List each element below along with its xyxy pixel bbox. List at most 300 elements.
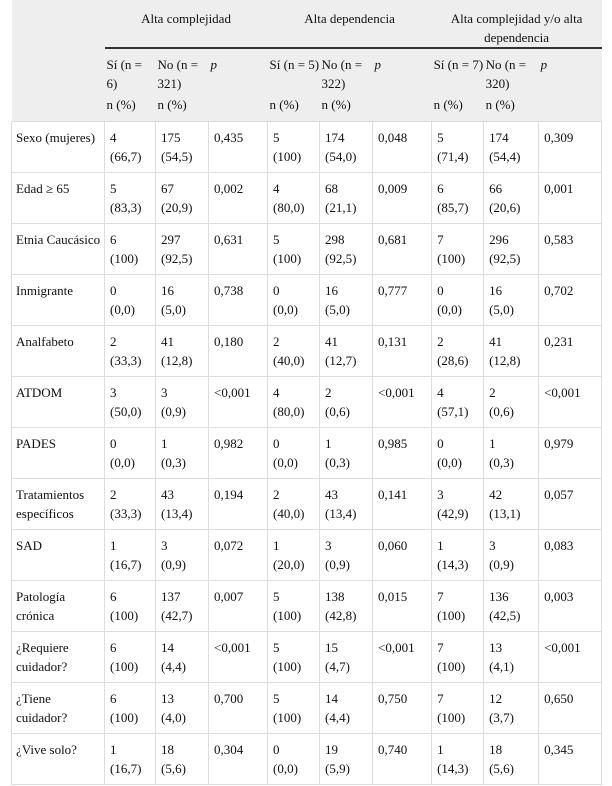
count-cell	[105, 631, 156, 682]
count-cell	[105, 121, 156, 172]
count-value: 16	[161, 282, 174, 298]
count-value: 5	[273, 690, 280, 706]
row-label: Patología crónica	[12, 580, 105, 631]
percent-value: (66,7)	[110, 148, 142, 164]
group-header-combined: Alta complejidad y/o alta dependencia	[432, 0, 602, 48]
count-cell	[156, 631, 209, 682]
percent-value: (12,8)	[489, 352, 521, 368]
count-value: 7	[437, 588, 444, 604]
p-value-cell: 0,345	[539, 733, 602, 784]
row-label: ¿Tiene cuidador?	[12, 682, 105, 733]
count-cell	[320, 682, 373, 733]
percent-value: (0,3)	[325, 454, 350, 470]
count-cell	[484, 529, 539, 580]
percent-value: (13,4)	[325, 505, 357, 521]
count-value: 5	[273, 588, 280, 604]
count-cell	[320, 223, 373, 274]
count-value: 1	[325, 435, 332, 451]
count-value: 5	[273, 639, 280, 655]
count-cell	[156, 427, 209, 478]
col-header-g2-no: No (n = 322)	[320, 48, 373, 93]
percent-value: (57,1)	[437, 403, 469, 419]
percent-value: (5,0)	[489, 301, 514, 317]
col-header-g1-si: Sí (n = 6)	[105, 48, 156, 93]
p-value-cell: 0,131	[373, 325, 432, 376]
percent-value: (80,0)	[273, 403, 305, 419]
p-value-cell: 0,001	[539, 172, 602, 223]
p-value-cell: 0,007	[209, 580, 268, 631]
percent-value: (100)	[110, 709, 139, 725]
count-value: 6	[110, 690, 117, 706]
table-row	[12, 529, 602, 580]
count-value: 14	[161, 639, 174, 655]
count-cell	[268, 274, 320, 325]
count-cell	[484, 733, 539, 784]
p-value-cell: 0,009	[373, 172, 432, 223]
count-cell	[320, 529, 373, 580]
count-value: 14	[325, 690, 339, 706]
count-value: 68	[325, 180, 339, 196]
count-cell	[105, 376, 156, 427]
percent-value: (20,6)	[489, 199, 521, 215]
percent-value: (0,0)	[110, 454, 135, 470]
percent-value: (85,7)	[437, 199, 469, 215]
percent-value: (71,4)	[437, 148, 469, 164]
count-value: 43	[161, 486, 174, 502]
count-value: 6	[110, 231, 117, 247]
count-cell	[432, 427, 484, 478]
count-cell	[320, 121, 373, 172]
p-value-cell: 0,072	[209, 529, 268, 580]
count-cell	[268, 325, 320, 376]
count-cell	[105, 325, 156, 376]
row-label: ¿Requiere cuidador?	[12, 631, 105, 682]
count-cell	[484, 427, 539, 478]
percent-value: (100)	[273, 250, 302, 266]
count-cell	[268, 478, 320, 529]
count-value: 0	[437, 282, 444, 298]
unit-label: n (%)	[268, 93, 320, 121]
percent-value: (100)	[110, 250, 139, 266]
count-value: 19	[325, 741, 339, 757]
count-cell	[320, 733, 373, 784]
percent-value: (14,3)	[437, 760, 469, 776]
row-label: Analfabeto	[12, 325, 105, 376]
percent-value: (100)	[273, 607, 302, 623]
percent-value: (100)	[437, 709, 466, 725]
count-cell	[268, 631, 320, 682]
count-cell	[105, 682, 156, 733]
count-cell	[320, 376, 373, 427]
group-header-alta-dependencia: Alta dependencia	[268, 0, 432, 48]
table-body	[12, 121, 602, 784]
count-value: 43	[325, 486, 339, 502]
percent-value: (100)	[273, 148, 302, 164]
count-cell	[432, 529, 484, 580]
count-value: 0	[273, 741, 280, 757]
percent-value: (100)	[437, 658, 466, 674]
percent-value: (100)	[437, 607, 466, 623]
count-value: 2	[489, 384, 496, 400]
count-value: 41	[489, 333, 503, 349]
percent-value: (50,0)	[110, 403, 142, 419]
percent-value: (21,1)	[325, 199, 357, 215]
count-cell	[156, 733, 209, 784]
count-cell	[268, 121, 320, 172]
percent-value: (12,7)	[325, 352, 357, 368]
percent-value: (0,9)	[489, 556, 514, 572]
count-value: 4	[273, 180, 280, 196]
p-value-cell: <0,001	[539, 376, 602, 427]
percent-value: (5,6)	[161, 760, 186, 776]
count-cell	[156, 478, 209, 529]
count-value: 6	[110, 639, 117, 655]
count-cell	[432, 631, 484, 682]
count-value: 5	[110, 180, 117, 196]
count-value: 67	[161, 180, 174, 196]
count-cell	[156, 121, 209, 172]
count-value: 2	[273, 333, 280, 349]
p-value-cell: 0,738	[209, 274, 268, 325]
count-value: 7	[437, 690, 444, 706]
p-value-cell: 0,750	[373, 682, 432, 733]
col-header-g2-si: Sí (n = 5)	[268, 48, 320, 93]
count-cell	[268, 172, 320, 223]
count-cell	[156, 274, 209, 325]
col-header-g2-p: p	[373, 48, 432, 93]
col-header-g3-no: No (n = 320)	[484, 48, 539, 93]
count-cell	[484, 121, 539, 172]
percent-value: (100)	[273, 709, 302, 725]
unit-label: n (%)	[432, 93, 484, 121]
count-value: 3	[325, 537, 332, 553]
count-value: 1	[437, 741, 444, 757]
percent-value: (0,9)	[161, 403, 186, 419]
count-value: 16	[325, 282, 339, 298]
col-header-g3-si: Sí (n = 7)	[432, 48, 484, 93]
percent-value: (0,0)	[110, 301, 135, 317]
count-value: 3	[161, 537, 168, 553]
count-cell	[156, 682, 209, 733]
count-value: 1	[489, 435, 496, 451]
table-row	[12, 325, 602, 376]
percent-value: (20,0)	[273, 556, 305, 572]
p-value-cell: 0,702	[539, 274, 602, 325]
percent-value: (100)	[437, 250, 466, 266]
p-value-cell: 0,180	[209, 325, 268, 376]
count-cell	[156, 325, 209, 376]
count-value: 175	[161, 129, 181, 145]
percent-value: (33,3)	[110, 352, 142, 368]
corner-cell	[12, 0, 105, 48]
count-cell	[432, 325, 484, 376]
percent-value: (92,5)	[161, 250, 193, 266]
count-cell	[320, 478, 373, 529]
p-value-cell: 0,048	[373, 121, 432, 172]
percent-value: (4,0)	[161, 709, 186, 725]
p-value-cell: 0,083	[539, 529, 602, 580]
percent-value: (4,7)	[325, 658, 350, 674]
p-value-cell: 0,982	[209, 427, 268, 478]
count-value: 1	[110, 537, 117, 553]
p-value-cell: 0,777	[373, 274, 432, 325]
p-value-cell: 0,700	[209, 682, 268, 733]
count-cell	[156, 529, 209, 580]
count-value: 138	[325, 588, 345, 604]
table-row	[12, 478, 602, 529]
percent-value: (40,0)	[273, 352, 305, 368]
col-header-g3-p: p	[539, 48, 602, 93]
percent-value: (92,5)	[489, 250, 521, 266]
p-value-cell: 0,631	[209, 223, 268, 274]
count-value: 4	[437, 384, 444, 400]
count-value: 12	[489, 690, 503, 706]
count-value: 4	[110, 129, 117, 145]
count-value: 3	[110, 384, 117, 400]
count-cell	[105, 580, 156, 631]
count-value: 0	[110, 282, 117, 298]
count-value: 0	[273, 435, 280, 451]
count-cell	[105, 223, 156, 274]
percent-value: (5,0)	[325, 301, 350, 317]
count-cell	[268, 580, 320, 631]
percent-value: (0,3)	[489, 454, 514, 470]
row-label: PADES	[12, 427, 105, 478]
count-cell	[268, 733, 320, 784]
table-row	[12, 427, 602, 478]
count-value: 3	[161, 384, 168, 400]
p-value-cell: 0,740	[373, 733, 432, 784]
p-value-cell: <0,001	[373, 631, 432, 682]
percent-value: (33,3)	[110, 505, 142, 521]
count-cell	[484, 274, 539, 325]
table-row	[12, 274, 602, 325]
percent-value: (42,7)	[161, 607, 193, 623]
table-row	[12, 121, 602, 172]
count-value: 2	[437, 333, 444, 349]
table-row	[12, 223, 602, 274]
p-value-cell: 0,979	[539, 427, 602, 478]
col-header-g1-no: No (n = 321)	[156, 48, 209, 93]
percent-value: (42,8)	[325, 607, 357, 623]
table-row	[12, 376, 602, 427]
p-value-cell: <0,001	[539, 631, 602, 682]
table-row	[12, 580, 602, 631]
percent-value: (4,1)	[489, 658, 514, 674]
row-label: ATDOM	[12, 376, 105, 427]
percent-value: (80,0)	[273, 199, 305, 215]
count-cell	[320, 325, 373, 376]
percent-value: (42,9)	[437, 505, 469, 521]
count-value: 2	[273, 486, 280, 502]
count-cell	[105, 529, 156, 580]
p-value-cell: 0,057	[539, 478, 602, 529]
percent-value: (5,6)	[489, 760, 514, 776]
percent-value: (0,0)	[273, 301, 298, 317]
count-cell	[156, 223, 209, 274]
count-value: 136	[489, 588, 509, 604]
p-value-cell: 0,309	[539, 121, 602, 172]
count-cell	[432, 733, 484, 784]
count-cell	[105, 172, 156, 223]
p-value-cell: <0,001	[209, 376, 268, 427]
count-value: 296	[489, 231, 509, 247]
count-value: 1	[161, 435, 168, 451]
count-cell	[432, 223, 484, 274]
count-cell	[320, 427, 373, 478]
percent-value: (3,7)	[489, 709, 514, 725]
percent-value: (0,3)	[161, 454, 186, 470]
unit-label: n (%)	[484, 93, 539, 121]
count-value: 7	[437, 639, 444, 655]
p-value-cell: 0,435	[209, 121, 268, 172]
count-cell	[320, 580, 373, 631]
count-value: 18	[489, 741, 503, 757]
percent-value: (0,9)	[325, 556, 350, 572]
count-cell	[156, 580, 209, 631]
row-label: Edad ≥ 65	[12, 172, 105, 223]
count-cell	[432, 172, 484, 223]
row-label: ¿Vive solo?	[12, 733, 105, 784]
count-value: 174	[325, 129, 345, 145]
count-value: 18	[161, 741, 174, 757]
count-value: 1	[437, 537, 444, 553]
count-value: 5	[273, 231, 280, 247]
p-value-cell: 0,304	[209, 733, 268, 784]
percent-value: (92,5)	[325, 250, 357, 266]
count-value: 7	[437, 231, 444, 247]
count-cell	[432, 121, 484, 172]
percent-value: (0,9)	[161, 556, 186, 572]
count-value: 0	[437, 435, 444, 451]
percent-value: (0,0)	[273, 454, 298, 470]
count-value: 137	[161, 588, 181, 604]
count-cell	[432, 274, 484, 325]
percent-value: (20,9)	[161, 199, 193, 215]
count-value: 5	[273, 129, 280, 145]
row-label: Inmigrante	[12, 274, 105, 325]
count-value: 41	[161, 333, 174, 349]
row-label: Etnia Caucásico	[12, 223, 105, 274]
results-table	[11, 0, 602, 785]
count-cell	[484, 376, 539, 427]
count-value: 174	[489, 129, 509, 145]
count-cell	[156, 376, 209, 427]
count-cell	[432, 682, 484, 733]
p-value-cell: 0,141	[373, 478, 432, 529]
count-cell	[432, 580, 484, 631]
percent-value: (13,4)	[161, 505, 193, 521]
percent-value: (40,0)	[273, 505, 305, 521]
percent-value: (0,0)	[437, 454, 462, 470]
count-cell	[156, 172, 209, 223]
percent-value: (14,3)	[437, 556, 469, 572]
table-row	[12, 631, 602, 682]
group-header-alta-complejidad: Alta complejidad	[105, 0, 268, 48]
count-cell	[484, 325, 539, 376]
percent-value: (16,7)	[110, 760, 142, 776]
count-cell	[105, 427, 156, 478]
count-value: 4	[273, 384, 280, 400]
col-header-g1-p: p	[209, 48, 268, 93]
count-value: 3	[437, 486, 444, 502]
table-row	[12, 682, 602, 733]
p-value-cell: 0,003	[539, 580, 602, 631]
count-cell	[484, 682, 539, 733]
row-label: Tratamientos específicos	[12, 478, 105, 529]
count-value: 1	[273, 537, 280, 553]
percent-value: (12,8)	[161, 352, 193, 368]
count-value: 13	[489, 639, 503, 655]
p-value-cell: 0,681	[373, 223, 432, 274]
count-value: 15	[325, 639, 339, 655]
p-value-cell: 0,231	[539, 325, 602, 376]
count-cell	[268, 427, 320, 478]
count-cell	[268, 223, 320, 274]
unit-label: n (%)	[156, 93, 209, 121]
percent-value: (13,1)	[489, 505, 521, 521]
percent-value: (4,4)	[325, 709, 350, 725]
percent-value: (16,7)	[110, 556, 142, 572]
table-row	[12, 172, 602, 223]
p-value-cell: <0,001	[373, 376, 432, 427]
p-value-cell: 0,194	[209, 478, 268, 529]
percent-value: (0,0)	[437, 301, 462, 317]
count-value: 3	[489, 537, 496, 553]
count-cell	[320, 631, 373, 682]
count-value: 13	[161, 690, 174, 706]
count-cell	[432, 478, 484, 529]
count-value: 298	[325, 231, 345, 247]
percent-value: (42,5)	[489, 607, 521, 623]
count-value: 2	[110, 486, 117, 502]
count-value: 42	[489, 486, 503, 502]
unit-label: n (%)	[320, 93, 373, 121]
p-value-cell: 0,015	[373, 580, 432, 631]
percent-value: (0,0)	[273, 760, 298, 776]
percent-value: (4,4)	[161, 658, 186, 674]
count-cell	[268, 682, 320, 733]
p-value-cell: 0,985	[373, 427, 432, 478]
count-value: 16	[489, 282, 503, 298]
count-cell	[105, 478, 156, 529]
percent-value: (54,0)	[325, 148, 357, 164]
count-cell	[268, 529, 320, 580]
count-cell	[484, 631, 539, 682]
count-cell	[268, 376, 320, 427]
count-cell	[320, 274, 373, 325]
p-value-cell: 0,650	[539, 682, 602, 733]
count-cell	[484, 172, 539, 223]
table-row	[12, 733, 602, 784]
count-value: 6	[110, 588, 117, 604]
count-value: 2	[325, 384, 332, 400]
count-value: 0	[110, 435, 117, 451]
percent-value: (83,3)	[110, 199, 142, 215]
count-value: 41	[325, 333, 339, 349]
percent-value: (54,4)	[489, 148, 521, 164]
percent-value: (0,6)	[325, 403, 350, 419]
percent-value: (54,5)	[161, 148, 193, 164]
count-cell	[105, 274, 156, 325]
percent-value: (28,6)	[437, 352, 469, 368]
count-cell	[484, 478, 539, 529]
p-value-cell: <0,001	[209, 631, 268, 682]
count-value: 0	[273, 282, 280, 298]
p-value-cell: 0,060	[373, 529, 432, 580]
p-value-cell: 0,583	[539, 223, 602, 274]
count-cell	[484, 223, 539, 274]
